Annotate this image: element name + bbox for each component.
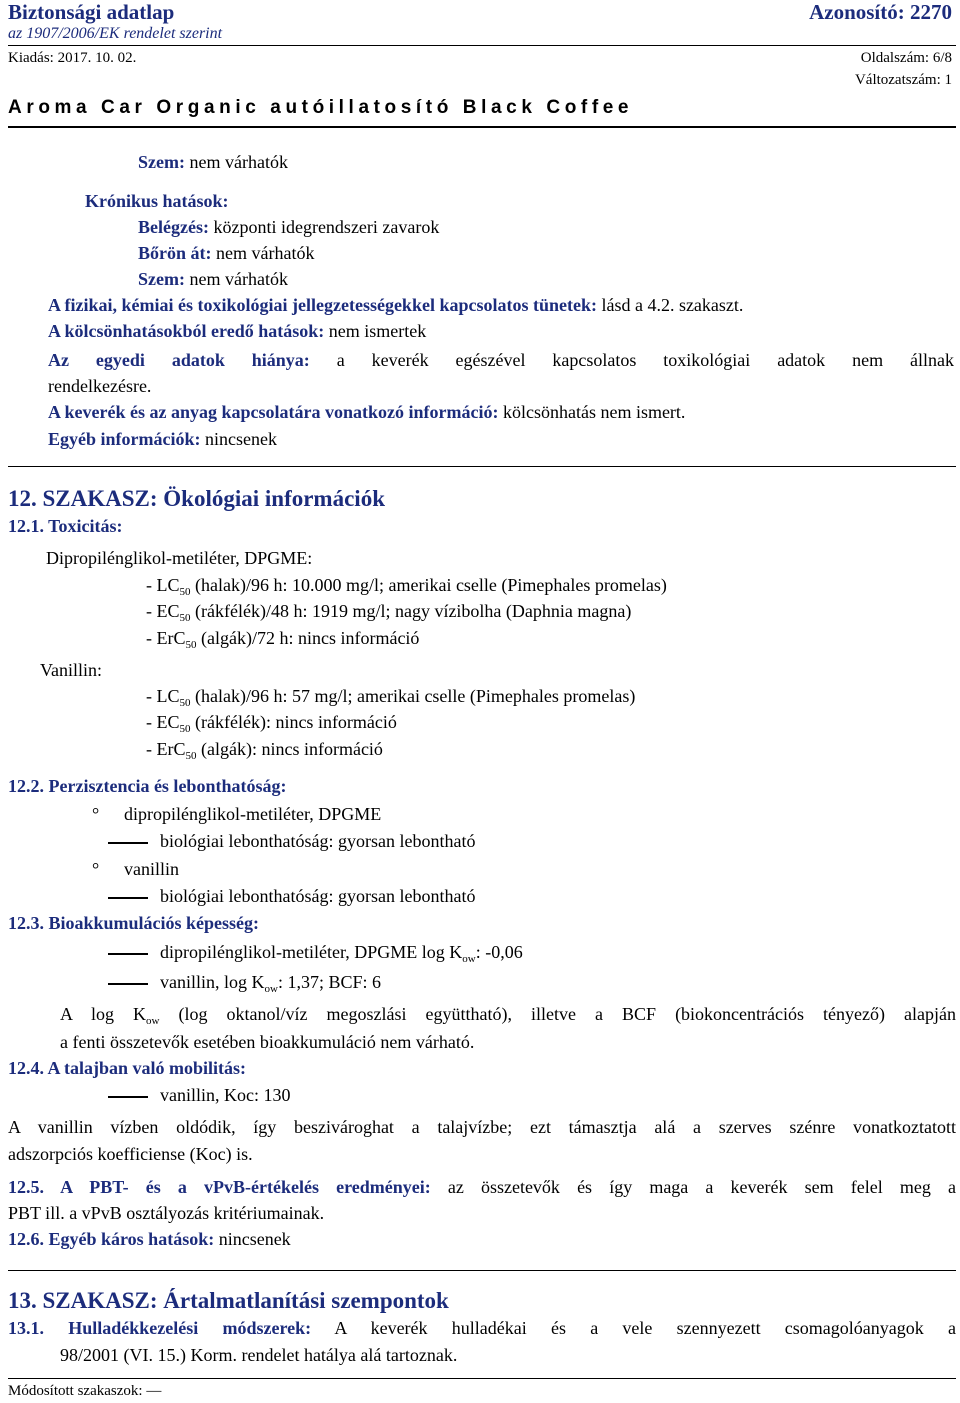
mixture-interaction-row: A keverék és az anyag kapcsolatára vonatkozó információ: kölcsönhatás nem ismert. — [48, 402, 686, 422]
dash-icon — [108, 983, 148, 985]
soil-mobility-note-cont: adszorpciós koefficiense (Koc) is. — [8, 1144, 253, 1164]
missing-data-row-cont: rendelkezésre. — [48, 376, 152, 396]
bioaccumulation-heading: 12.3. Bioakkumulációs képesség: — [8, 913, 260, 933]
bioaccumulation-dpgme: dipropilénglikol-metiléter, DPGME $\log K_{ow}$: -0,06 — [108, 942, 523, 964]
dash-icon — [108, 897, 148, 899]
interaction-effects-row: A kölcsönhatásokból eredő hatások: nem ismertek — [48, 321, 427, 341]
inhalation-effect: Belégzés: központi idegrendszeri zavarok — [138, 217, 440, 237]
pbt-assessment-row: 12.5. A PBT- és a vPvB-értékelés eredményei: az összetevők és így maga a keverék sem felel meg a — [8, 1177, 956, 1197]
dpgme-lc50: - $LC_{50}$ (halak)/96 h: 10.000 mg/l; amerikai cselle (Pimephales promelas) — [146, 575, 667, 598]
dash-icon — [108, 842, 148, 844]
symptoms-row: A fizikai, kémiai és toxikológiai jellegzetességekkel kapcsolatos tünetek: lásd a 4.2. szakaszt. — [48, 295, 744, 315]
bullet-degree-icon: ° — [92, 804, 100, 824]
missing-data-row: Az egyedi adatok hiánya: a keverék egészével kapcsolatos toxikológiai adatok nem állnak — [48, 350, 954, 370]
bioaccumulation-note-cont: a fenti összetevők esetében bioakkumuláció nem várható. — [60, 1032, 475, 1052]
vanillin-erc50: - ErC$_{50}$ (algák): nincs információ — [146, 739, 383, 762]
bioaccumulation-vanillin: vanillin, $\log K_{ow}$: 1,37; BCF: 6 — [108, 972, 381, 994]
toxicity-heading: 12.1. Toxicitás: — [8, 516, 123, 536]
dpgme-ec50: - $EC_{50}$ (rákfélék)/48 h: 1919 mg/l; nagy vízibolha (Daphnia magna) — [146, 601, 632, 624]
dash-icon — [108, 1096, 148, 1098]
soil-mobility-note: A vanillin vízben oldódik, így beszivároghat a talajvízbe; ezt támasztja alá a szerves szénre vonatkoztatott — [8, 1117, 956, 1137]
dpgme-erc50: - ErC$_{50}$ (algák)/72 h: nincs információ — [146, 628, 420, 651]
persistence-heading: 12.2. Perzisztencia és lebonthatóság: — [8, 776, 287, 796]
issue-date: Kiadás: 2017. 10. 02. — [8, 50, 137, 66]
waste-treatment-row: 13.1. Hulladékkezelési módszerek: A keverék hulladékai és a vele szennyezett csomagolóanyagok a — [8, 1318, 956, 1338]
dpgme-name: Dipropilénglikol-metiléter, DPGME: — [46, 548, 313, 568]
eye-effect-acute: Szem: nem várhatók — [138, 152, 288, 172]
document-id: Azonosító: 2270 — [809, 0, 952, 24]
eye-effect-chronic: Szem: nem várhatók — [138, 269, 288, 289]
waste-treatment-row-cont: 98/2001 (VI. 15.) Korm. rendelet hatálya alá tartoznak. — [60, 1345, 458, 1365]
persistence-detail-1: biológiai lebonthatóság: gyorsan lebontható — [108, 831, 475, 853]
bioaccumulation-note: A $\log K_{ow}$ (log oktanol/víz megoszlási együttható), illetve a BCF (biokoncentrációs tényező) alapján — [60, 1004, 956, 1027]
persistence-substance-1: dipropilénglikol-metiléter, DPGME — [124, 804, 382, 824]
footer-divider — [8, 1378, 956, 1379]
document-title: Biztonsági adatlap — [8, 0, 175, 24]
section-13-title: 13. SZAKASZ: Ártalmatlanítási szempontok — [8, 1288, 449, 1313]
other-info-row: Egyéb információk: nincsenek — [48, 429, 277, 449]
skin-effect: Bőrön át: nem várhatók — [138, 243, 315, 263]
vanillin-ec50: - $EC_{50}$ (rákfélék): nincs információ — [146, 712, 397, 735]
section-12-top-rule — [8, 466, 956, 467]
other-adverse-effects-row: 12.6. Egyéb káros hatások: nincsenek — [8, 1229, 291, 1249]
vanillin-lc50: - $LC_{50}$ (halak)/96 h: 57 mg/l; amerikai cselle (Pimephales promelas) — [146, 686, 636, 709]
version-number: Változatszám: 1 — [854, 72, 952, 88]
regulation-note: az 1907/2006/EK rendelet szerint — [8, 25, 223, 42]
product-name: Aroma Car Organic autóillatosító Black Coffee — [8, 97, 634, 118]
vanillin-name: Vanillin: — [40, 660, 102, 680]
page-number: Oldalszám: 6/8 — [860, 50, 952, 66]
modified-sections: Módosított szakaszok: — — [8, 1383, 162, 1399]
chronic-effects-heading: Krónikus hatások: — [85, 191, 229, 211]
soil-mobility-vanillin: vanillin, Koc: 130 — [108, 1085, 290, 1107]
soil-mobility-heading: 12.4. A talajban való mobilitás: — [8, 1058, 247, 1078]
dash-icon — [108, 953, 148, 955]
header-divider — [8, 45, 956, 46]
persistence-substance-2: vanillin — [124, 859, 179, 879]
bullet-degree-icon: ° — [92, 859, 100, 879]
persistence-detail-2: biológiai lebonthatóság: gyorsan lebontható — [108, 886, 475, 908]
pbt-assessment-row-cont: PBT ill. a vPvB osztályozás kritériumainak. — [8, 1203, 325, 1223]
section-13-top-rule — [8, 1270, 956, 1271]
product-divider — [8, 126, 956, 128]
section-12-title: 12. SZAKASZ: Ökológiai információk — [8, 486, 385, 511]
